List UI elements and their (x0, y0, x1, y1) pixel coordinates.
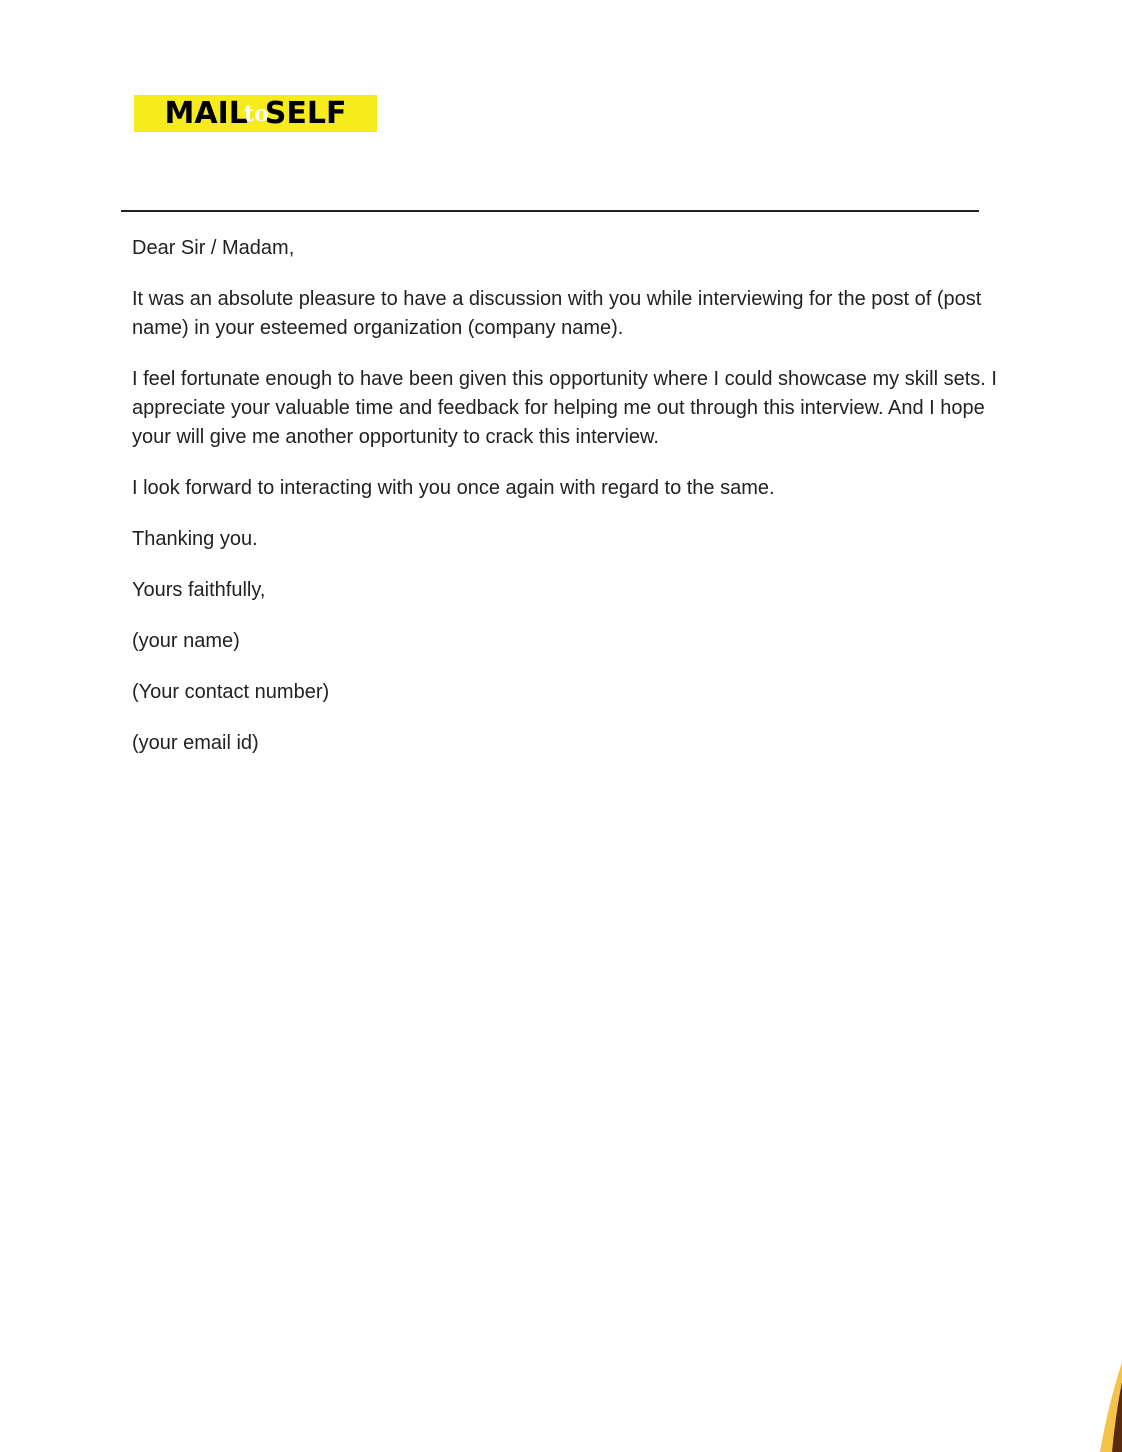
closing: Yours faithfully, (132, 579, 266, 601)
letter-body (132, 234, 1002, 780)
sender-name: (your name) (132, 630, 240, 652)
paragraph-2: I feel fortunate enough to have been given this opportunity where I could showcase my skill sets. I appreciate your valuable time and feedback for helping me out through this interview. And I hope your will give me another opportunity to crack this interview. (132, 368, 997, 448)
thanks-line: Thanking you. (132, 528, 258, 550)
salutation: Dear Sir / Madam, (132, 237, 295, 259)
header-divider (121, 210, 979, 212)
paragraph-1: It was an absolute pleasure to have a discussion with you while interviewing for the post of (post name) in your esteemed organization (company name). (132, 288, 982, 339)
logo-text-mail: MAIL (164, 96, 248, 131)
corner-decoration (1092, 1362, 1122, 1452)
sender-contact: (Your contact number) (132, 681, 330, 703)
paragraph-3: I look forward to interacting with you once again with regard to the same. (132, 477, 775, 499)
logo-text-to: to (243, 100, 269, 127)
logo-text-self: SELF (264, 96, 347, 131)
sender-email: (your email id) (132, 732, 259, 754)
mail-to-self-logo (134, 95, 377, 132)
